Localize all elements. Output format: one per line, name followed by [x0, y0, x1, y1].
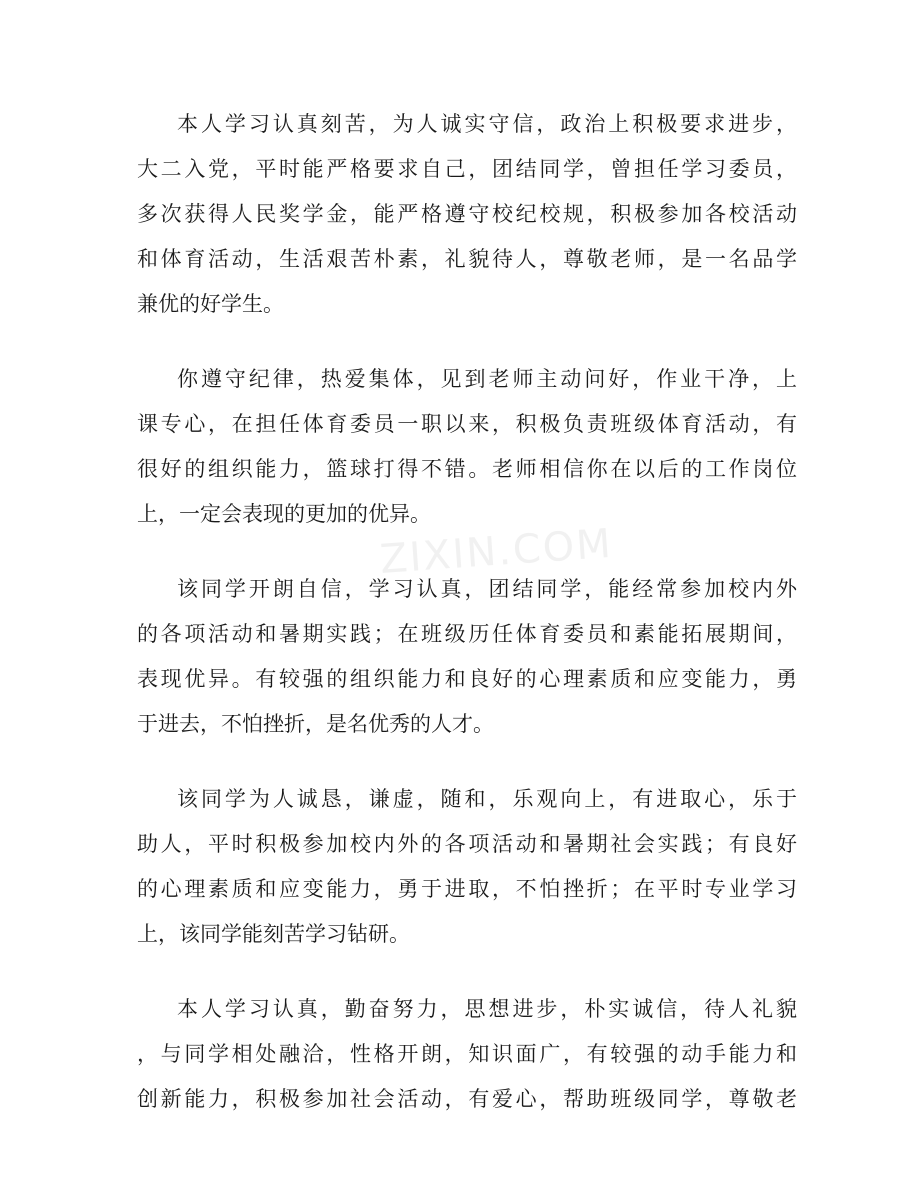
watermark: ZIXIN.COM: [378, 520, 615, 583]
text-line: 该同学为人诚恳，谦虚，随和，乐观向上，有进取心，乐于: [177, 787, 797, 811]
paragraph-3: [137, 567, 797, 747]
text-line: 你遵守纪律，热爱集体，见到老师主动问好，作业干净，上: [177, 367, 797, 391]
text-line: 本人学习认真，勤奋努力，思想进步，朴实诚信，待人礼貌: [177, 997, 797, 1021]
text-line: 和体育活动，生活艰苦朴素，礼貌待人，尊敬老师，是一名品学: [137, 247, 797, 271]
text-line: 上，一定会表现的更加的优异。: [137, 502, 431, 526]
text-line: 本人学习认真刻苦，为人诚实守信，政治上积极要求进步，: [177, 112, 797, 136]
text-line: 很好的组织能力，篮球打得不错。老师相信你在以后的工作岗位: [137, 457, 797, 481]
text-line: 的各项活动和暑期实践；在班级历任体育委员和素能拓展期间，: [137, 622, 797, 646]
text-line: 的心理素质和应变能力，勇于进取，不怕挫折；在平时专业学习: [137, 877, 797, 901]
text-line: ，与同学相处融洽，性格开朗，知识面广，有较强的动手能力和: [137, 1042, 797, 1066]
paragraph-1: [137, 102, 797, 327]
text-line: 助人，平时积极参加校内外的各项活动和暑期社会实践；有良好: [137, 832, 797, 856]
text-line: 大二入党，平时能严格要求自己，团结同学，曾担任学习委员，: [137, 157, 797, 181]
paragraph-2: [137, 357, 797, 537]
text-line: 多次获得人民奖学金，能严格遵守校纪校规，积极参加各校活动: [137, 202, 797, 226]
text-line: 该同学开朗自信，学习认真，团结同学，能经常参加校内外: [177, 577, 797, 601]
text-line: 上，该同学能刻苦学习钻研。: [137, 922, 410, 946]
text-line: 兼优的好学生。: [137, 292, 284, 316]
document-body: [137, 102, 797, 1152]
text-line: 课专心，在担任体育委员一职以来，积极负责班级体育活动，有: [137, 412, 797, 436]
text-line: 创新能力，积极参加社会活动，有爱心，帮助班级同学，尊敬老: [137, 1087, 797, 1111]
paragraph-4: [137, 777, 797, 957]
paragraph-5: [137, 987, 797, 1122]
text-line: 于进去，不怕挫折，是名优秀的人才。: [137, 712, 494, 736]
text-line: 表现优异。有较强的组织能力和良好的心理素质和应变能力，勇: [137, 667, 797, 691]
